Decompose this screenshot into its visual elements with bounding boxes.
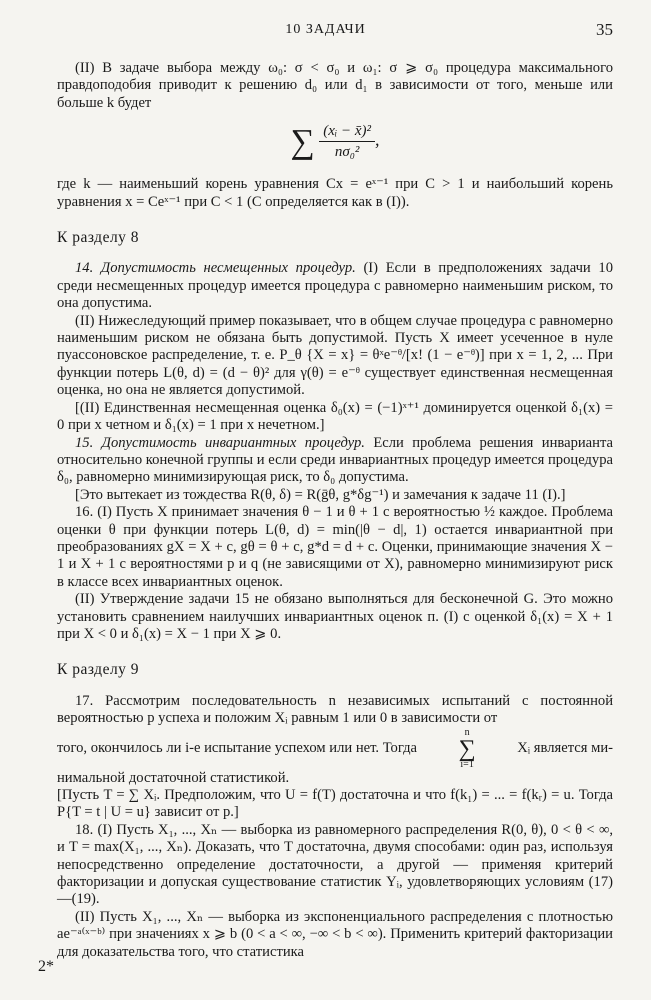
problem-17-hint: [Пусть T = ∑ Xᵢ. Предположим, что U = f(T) достаточна и что f(k₁) = ... = f(kᵣ) = u. Тогда P{T = t | U = u} зависит от p.] xyxy=(57,787,613,821)
problem-14-title: 14. Допустимость несмещенных процедур. xyxy=(75,260,356,277)
fraction xyxy=(319,121,375,162)
problem-15 xyxy=(57,435,613,487)
section-heading-9: К разделу 9 xyxy=(57,661,140,679)
problem-14-text: (I) Если в предположениях задачи 10 среди несмещенных процедур имеется процедура с равномерно наименьшим риском, то она допустима. xyxy=(57,260,614,312)
problem-17-part-1: 17. Рассмотрим последовательность n независимых испытаний с постоянной вероятностью p успеха и положим Xᵢ равным 1 или 0 в зависимости от xyxy=(57,692,613,727)
problem-14-part-1 xyxy=(57,260,613,312)
problem-15-title: 15. Допустимость инвариантных процедур. xyxy=(75,434,365,451)
sum-lower-limit: i=1 xyxy=(460,758,474,770)
problem-15-text: Если проблема решения инварианта относительно конечной группы и если среди инвариантных процедур имеется процедура δ₀, равномерно минимизирующая риск, то δ₀ допустима. xyxy=(57,434,613,486)
section-heading-8: К разделу 8 xyxy=(57,229,140,247)
problem-17-sum-line xyxy=(57,728,613,770)
sum-symbol-inline xyxy=(459,728,476,770)
running-head: 10 ЗАДАЧИ xyxy=(285,22,366,37)
sum-upper-limit: n xyxy=(464,726,470,738)
problem-17-text-left: того, окончилось ли i-е испытание успехом или нет. Тогда xyxy=(57,739,417,756)
problem-15-hint: [Это вытекает из тождества R(θ, δ) = R(ḡθ, g*δg⁻¹) и замечания к задаче 11 (I).] xyxy=(75,486,566,503)
problem-16-part-1: 16. (I) Пусть X принимает значения θ − 1 и θ + 1 с вероятностью ½ каждое. Проблема оценки θ при функции потерь L(θ, d) = min(|θ − d|, 1) остается инвариантной при преобразованиях gX = X + c, gθ = θ + c, g*d = d + c. Оценки, принимающие значения X − 1 и X + 1 с вероятностями p и q (не зависящими от X), равномерно минимизируют риск в классе всех инвариантных оценок. xyxy=(57,504,613,590)
page-number: 35 xyxy=(596,20,613,39)
signature-mark: 2* xyxy=(38,958,54,975)
problem-14-hint: [(II) Единственная несмещенная оценка δ₀(x) = (−1)ˣ⁺¹ доминируется оценкой δ₁(x) = 0 при x четном и δ₁(x) = 1 при x нечетном.] xyxy=(57,399,613,434)
page-body xyxy=(57,60,613,961)
fraction-numerator: (xᵢ − x̄)² xyxy=(319,121,375,142)
page-header xyxy=(0,22,651,42)
sum-formula xyxy=(57,121,613,162)
problem-16-part-2: (II) Утверждение задачи 15 не обязано выполняться для бесконечной G. Это можно установить сравнением наилучших инвариантных оценок п. (I) с оценкой δ₁(x) = X + 1 при X < 0 и δ₁(x) = X − 1 при X ⩾ 0. xyxy=(57,591,613,642)
paragraph-13-part-2: (II) В задаче выбора между ω₀: σ < σ₀ и ω₁: σ ⩾ σ₀ процедура максимального правдоподобия приводит к решению d₀ или d₁ в зависимости от того, меньше или больше k будет xyxy=(57,60,613,111)
problem-17-part-3: нимальной достаточной статистикой. xyxy=(57,769,290,786)
sum-sign: ∑ xyxy=(458,735,476,762)
fraction-denominator: nσ₀² xyxy=(334,144,360,161)
paragraph-13-tail: где k — наименьший корень уравнения Cx = eˣ⁻¹ при C > 1 и наибольший корень уравнения x = Ceˣ⁻¹ при C < 1 (C определяется как в (I)). xyxy=(57,176,613,210)
problem-18-part-2: (II) Пусть X₁, ..., Xₙ — выборка из экспоненциального распределения с плотностью ae⁻ᵃ⁽ˣ⁻ᵇ⁾ при значениях x ⩾ b (0 < a < ∞, −∞ < b < ∞). Применить критерий факторизации для доказательства того, что статистика xyxy=(57,908,613,960)
problem-17-text-right: Xᵢ является ми- xyxy=(517,739,613,756)
problem-18-part-1: 18. (I) Пусть X₁, ..., Xₙ — выборка из равномерного распределения R(0, θ), 0 < θ < ∞, и T = max(X₁, ..., Xₙ). Доказать, что T достаточна, двумя способами: один раз, используя непосредственно определение достаточности, а другой — применяя критерий факторизации и допуская существование статистик Yᵢ, удовлетворяющих условиям (17)—(19). xyxy=(57,821,613,908)
formula-comma: , xyxy=(375,129,380,150)
sum-symbol: ∑ xyxy=(290,123,315,161)
problem-14-part-2: (II) Нижеследующий пример показывает, что в общем случае процедура с равномерно наименьшим риском не обязана быть допустимой. Пусть X имеет усеченное в нуле пуассоновское распределение, т. е. P_θ {X = x} = θˣe⁻ᶿ/[x! (1 − e⁻ᶿ)] при x = 1, 2, ... При функции потерь L(θ, d) = (d − θ)² для γ(θ) = e⁻ᶿ существует единственная несмещенная оценка, но она не является допустимой. xyxy=(57,312,613,399)
